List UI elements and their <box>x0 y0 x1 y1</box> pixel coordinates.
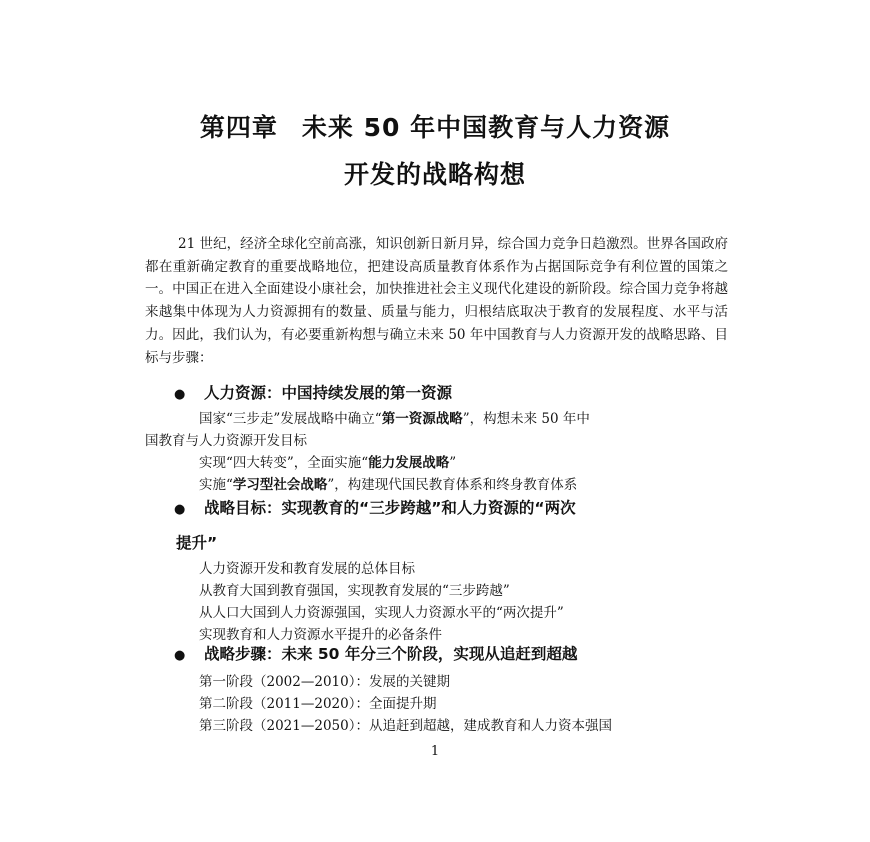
section-3-heading <box>174 642 577 664</box>
section-2-heading <box>174 496 576 518</box>
section-2-item: 实现教育和人力资源水平提升的必备条件 <box>199 627 442 643</box>
section-3-item: 第二阶段（2011—2020）：全面提升期 <box>199 696 437 712</box>
bullet-icon: ● <box>174 648 186 663</box>
section-3-item: 第一阶段（2002—2010）：发展的关键期 <box>199 674 450 690</box>
emphasis-capability: 能力发展战略 <box>368 455 450 471</box>
section-1-heading-text: 人力资源：中国持续发展的第一资源 <box>204 384 453 402</box>
emphasis-first-resource: 第一资源战略 <box>381 411 463 427</box>
section-2-heading-text: 战略目标：实现教育的“三步跨越”和人力资源的“两次 <box>204 499 576 517</box>
section-2-heading-wrap: 提升” <box>176 534 218 552</box>
section-1-line-3: 实施“学习型社会战略”，构建现代国民教育体系和终身教育体系 <box>199 477 578 493</box>
section-1-line-2: 实现“四大转变”，全面实施“能力发展战略” <box>199 455 457 471</box>
chapter-title-text: 未来 50 年中国教育与人力资源 <box>301 113 671 142</box>
section-1-line-1-wrap: 国教育与人力资源开发目标 <box>145 433 307 449</box>
section-1-heading <box>174 381 452 403</box>
section-1-line-1: 国家“三步走”发展战略中确立“第一资源战略”，构想未来 50 年中 <box>199 411 590 427</box>
bullet-icon: ● <box>174 387 186 402</box>
section-3-item: 第三阶段（2021—2050）：从追赶到超越，建成教育和人力资本强国 <box>199 718 612 734</box>
emphasis-learning-society: 学习型社会战略 <box>232 477 328 493</box>
chapter-title-line-2: 开发的战略构想 <box>343 160 526 189</box>
section-3-heading-text: 战略步骤：未来 50 年分三个阶段，实现从追赶到超越 <box>204 645 578 663</box>
chapter-number: 第四章 <box>199 113 278 142</box>
bullet-icon: ● <box>174 502 186 517</box>
page-number: 1 <box>430 744 440 759</box>
section-2-item: 从教育大国到教育强国，实现教育发展的“三步跨越” <box>199 583 510 599</box>
section-2-item: 人力资源开发和教育发展的总体目标 <box>199 561 415 577</box>
section-2-item: 从人口大国到人力资源强国，实现人力资源水平的“两次提升” <box>199 605 564 621</box>
intro-paragraph: 21 世纪，经济全球化空前高涨，知识创新日新月异，综合国力竞争日趋激烈。世界各国政府都在重新确定教育的重要战略地位，把建设高质量教育体系作为占据国际竞争有利位置的国策之一。中国正在进入全面建设小康社会，加快推进社会主义现代化建设的新阶段。综合国力竞争将越来越集中体现为人力资源拥有的数量、质量与能力，归根结底取决于教育的发展程度、水平与活力。因此，我们认为，有必要重新构想与确立未来 50 年中国教育与人力资源开发的战略思路、目标与步骤： <box>145 236 728 366</box>
chapter-title-line-1 <box>0 108 870 144</box>
